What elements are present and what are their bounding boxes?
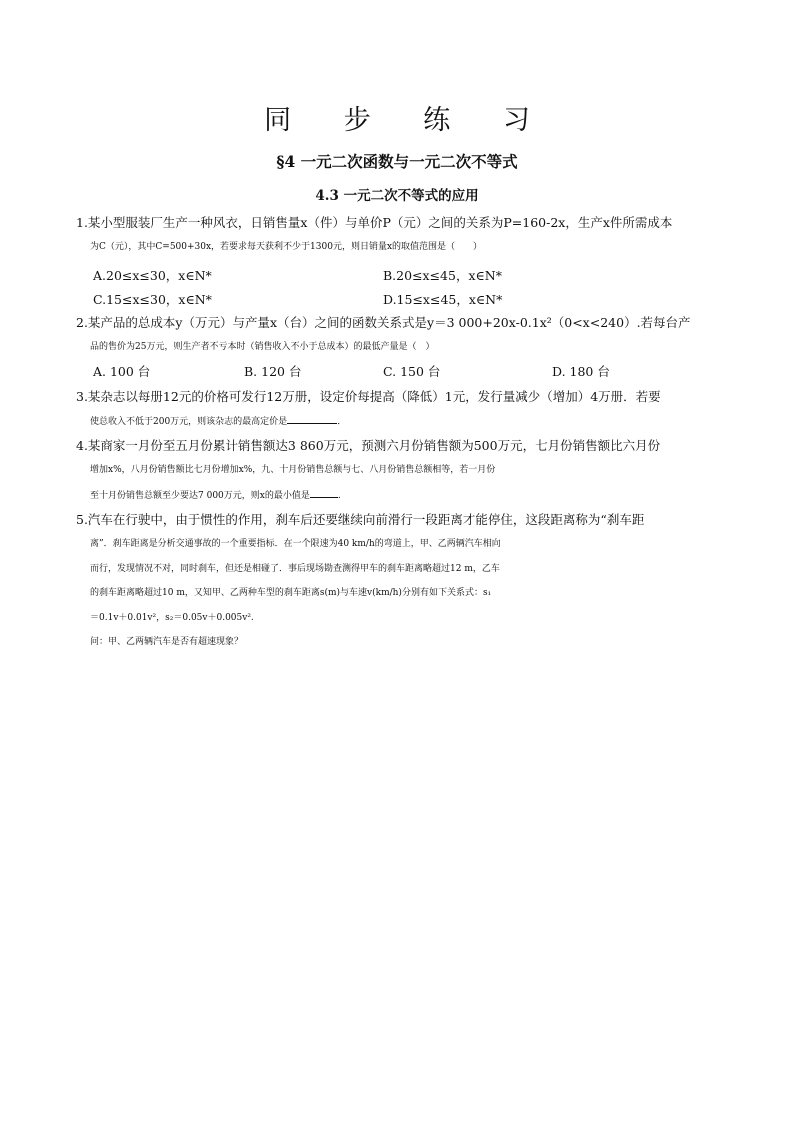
question-5-line-4: 的刹车距离略超过10 m，又知甲、乙两种车型的刹车距离s(m)与车速v(km/h)分别有如下关系式：s₁	[90, 588, 492, 599]
subsection-heading: 4.3 一元二次不等式的应用	[315, 188, 479, 204]
question-5-line-2: 离”．刹车距离是分析交通事故的一个重要指标．在一个限速为40 km/h的弯道上，甲、乙两辆汽车相向	[90, 539, 501, 550]
question-4-line-3-text: 至十月份销售总额至少要达7 000万元，则x的最小值是	[90, 490, 310, 501]
question-1-option-b: B.20≤x≤45，x∈N*	[383, 268, 502, 283]
question-5-line-1: 5.汽车在行驶中，由于惯性的作用，刹车后还要继续向前滑行一段距离才能停住，这段距离称为“刹车距	[76, 512, 645, 527]
question-2	[76, 311, 726, 360]
question-1	[76, 211, 726, 260]
question-5-line-3: 而行，发现情况不对，同时刹车，但还是相碰了．事后现场勘查测得甲车的刹车距离略超过12 m，乙车	[90, 563, 500, 574]
question-2-option-d: D. 180 台	[552, 364, 610, 379]
question-4	[76, 434, 726, 508]
question-2-option-b: B. 120 台	[244, 364, 302, 379]
question-5-line-6: 问：甲、乙两辆汽车是否有超速现象？	[90, 637, 244, 648]
question-2-line-2: 品的售价为25万元，则生产者不亏本时（销售收入不小于总成本）的最低产量是（ ）	[90, 342, 435, 353]
question-4-line-2: 增加x%，八月份销售额比七月份增加x%，九、十月份销售总额与七、八月份销售总额相等，若一月份	[90, 465, 496, 476]
question-3	[76, 385, 726, 435]
question-4-line-1: 4.某商家一月份至五月份累计销售额达3 860万元，预测六月份销售额为500万元，七月份销售额比六月份	[76, 438, 661, 453]
question-1-line-2: 为C（元），其中C=500+30x，若要求每天获利不少于1300元，则日销量x的取值范围是（ ）	[90, 242, 483, 253]
question-1-line-1: 1.某小型服装厂生产一种风衣，日销售量x（件）与单价P（元）之间的关系为P=160-2x，生产x件所需成本	[76, 215, 673, 230]
question-2-option-c: C. 150 台	[383, 364, 441, 379]
question-3-line-2	[76, 409, 726, 434]
question-1-option-a: A.20≤x≤30，x∈N*	[93, 268, 212, 283]
page-title: 同 步 练 习	[264, 105, 552, 136]
question-5	[76, 508, 726, 654]
question-1-option-c: C.15≤x≤30，x∈N*	[93, 292, 212, 307]
question-3-line-1: 3.某杂志以每册12元的价格可发行12万册，设定价每提高（降低）1元，发行量减少（增加）4万册．若要	[76, 389, 661, 404]
question-3-line-2-text: 使总收入不低于200万元，则该杂志的最高定价是	[90, 417, 288, 428]
answer-blank[interactable]	[287, 409, 337, 424]
question-4-line-3	[76, 483, 726, 508]
question-3-line-2-end: ．	[337, 417, 347, 428]
question-4-line-3-end: .	[337, 490, 341, 501]
question-1-option-d: D.15≤x≤45，x∈N*	[383, 292, 503, 307]
section-heading: §4 一元二次函数与一元二次不等式	[276, 152, 518, 171]
question-2-line-1: 2.某产品的总成本y（万元）与产量x（台）之间的函数关系式是y＝3 000+20x-0.1x²（0<x<240）.若每台产	[76, 315, 691, 330]
question-5-line-5: ＝0.1v＋0.01v²，s₂＝0.05v＋0.005v².	[90, 612, 254, 623]
answer-blank[interactable]	[310, 483, 338, 498]
question-2-option-a: A. 100 台	[93, 364, 151, 379]
